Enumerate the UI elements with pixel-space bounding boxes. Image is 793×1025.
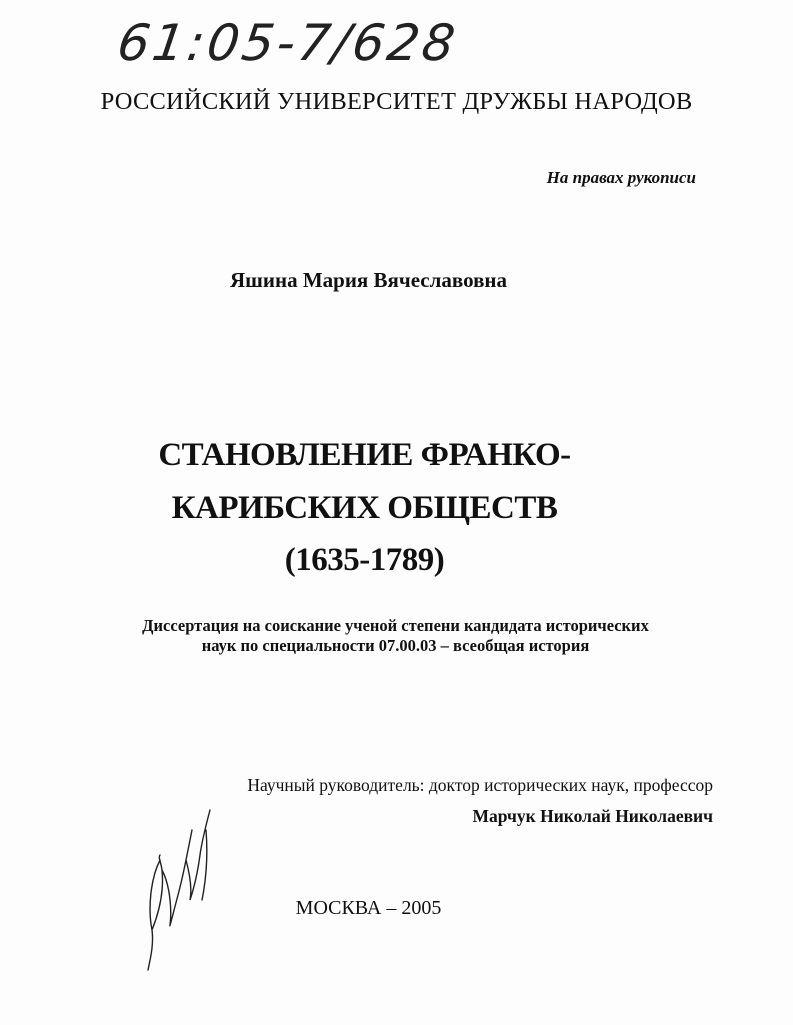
handwritten-signature [140, 800, 230, 975]
description-line-2: наук по специальности 07.00.03 – всеобщая история [201, 636, 590, 655]
rights-note: На правах рукописи [546, 168, 696, 187]
supervisor-label: Научный руководитель: доктор исторических наук, профессор [247, 775, 713, 795]
supervisor-name: Марчук Николай Николаевич [472, 806, 713, 826]
title-line-1: СТАНОВЛЕНИЕ ФРАНКО- [158, 437, 571, 473]
university-name: РОССИЙСКИЙ УНИВЕРСИТЕТ ДРУЖБЫ НАРОДОВ [100, 88, 693, 115]
city-year: МОСКВА – 2005 [295, 897, 442, 919]
description-line-1: Диссертация на соискание ученой степени кандидата исторических [142, 616, 649, 635]
title-line-3: (1635-1789) [284, 542, 445, 578]
author-name: Яшина Мария Вячеславовна [229, 268, 508, 292]
title-line-2: КАРИБСКИХ ОБЩЕСТВ [171, 490, 558, 526]
handwritten-archive-number: 61:05-7/628 [113, 14, 462, 72]
